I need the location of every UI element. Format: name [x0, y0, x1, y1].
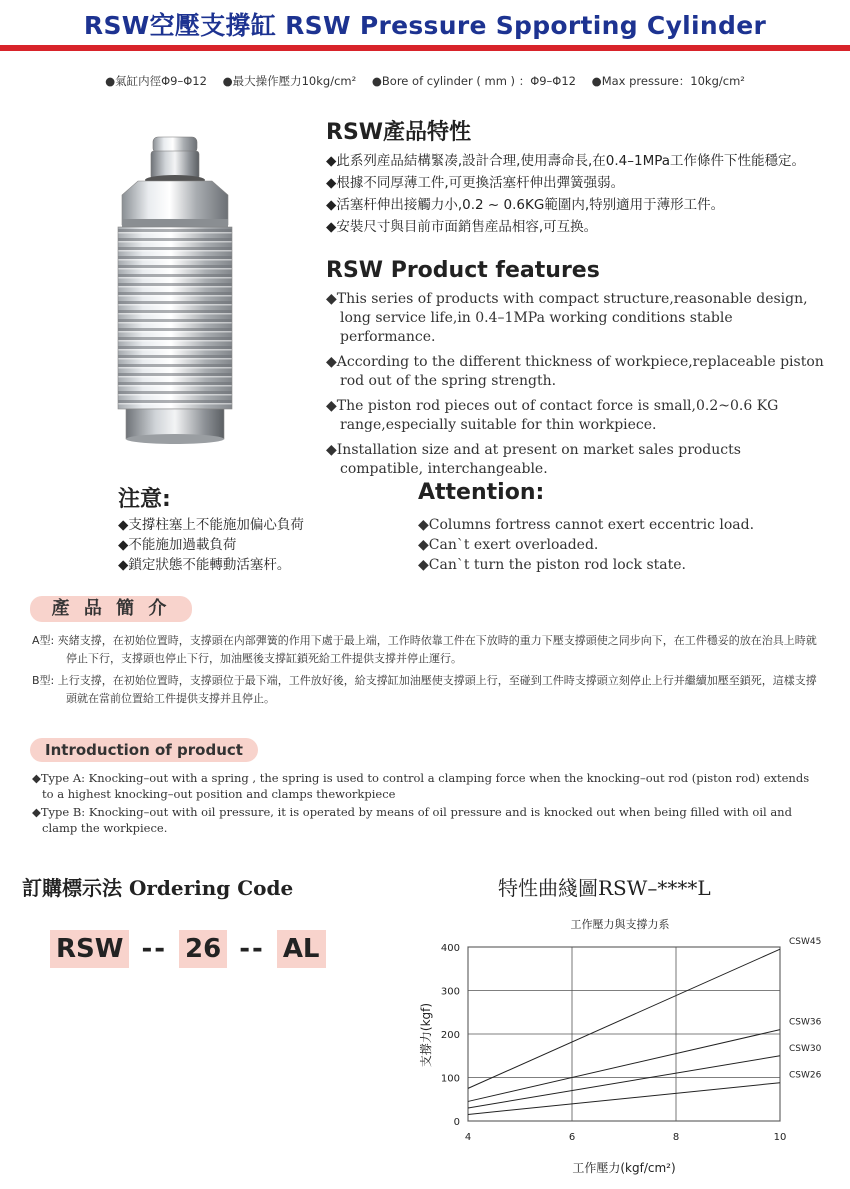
series-line-csw45 — [468, 949, 780, 1088]
chart-title: 工作壓力與支撐力系 — [570, 918, 670, 931]
code-separator: -- — [141, 934, 168, 964]
title-divider — [0, 45, 850, 51]
list-item: ◆Type B: Knocking–out with oil pressure, it is operated by means of oil pressure and is knocked out when being filled with oil and clamp the workpiece. — [32, 805, 792, 835]
list-item: A型: 夾緒支撐，在初始位置時，支撐頭在内部彈簧的作用下處于最上端，工作時依靠工件在下放時的重力下壓支撐頭使之同步向下，在工件穩妥的放在治具上時就停止下行，支撐頭也停止下行，加油壓後支撐缸鎖死給工件提供支撐并停止運行。 — [32, 634, 817, 665]
series-label-csw36: CSW36 — [789, 1017, 822, 1028]
y-tick-label: 0 — [453, 1117, 460, 1128]
series-label-csw30: CSW30 — [789, 1043, 822, 1054]
list-item: ◆支撐柱塞上不能施加偏心負荷 — [118, 517, 304, 533]
y-tick-label: 300 — [440, 986, 460, 998]
spec-pressure-en: ●Max pressure：10kg/cm² — [591, 74, 745, 88]
list-item: ◆Can`t exert overloaded. — [418, 537, 599, 553]
x-tick-label: 8 — [672, 1132, 680, 1143]
spec-pressure-cn: ●最大操作壓力10kg/cm² — [222, 74, 357, 88]
list-item: ◆Type A: Knocking–out with a spring , the spring is used to control a clamping force when the knocking–out rod (piston rod) extends to a highest knocking–out position and clamps theworkpiece — [32, 771, 810, 801]
list-item: ◆根據不同厚薄工件,可更換活塞杆伸出彈簧强弱。 — [326, 175, 625, 191]
series-label-csw45: CSW45 — [789, 937, 822, 948]
y-tick-label: 200 — [440, 1030, 460, 1041]
x-tick-label: 6 — [568, 1132, 576, 1143]
chart-svg — [410, 910, 840, 1180]
list-item: ◆Installation size and at present on market sales products compatible, interchangeable. — [326, 442, 741, 477]
list-item: ◆Columns fortress cannot exert eccentric load. — [418, 517, 755, 533]
code-separator: -- — [239, 934, 265, 964]
intro-en-heading: Introduction of product — [30, 738, 258, 762]
list-item: B型: 上行支撐，在初始位置時，支撐頭位于最下端，工件放好後，給支撐缸加油壓使支撐頭上行，至碰到工件時支撐頭立刻停止上行并繼續加壓至鎖死，這樣支撐頭就在當前位置給工件提供支撐并且停止。 — [32, 674, 817, 705]
list-item: ◆不能施加過載負荷 — [118, 537, 237, 553]
spec-line — [0, 73, 850, 89]
chart-grid — [468, 947, 780, 1121]
ordering-code — [50, 930, 326, 968]
list-item: ◆此系列産品結構緊凑,設計合理,使用壽命長,在0.4–1MPa工作條件下性能穩定。 — [326, 153, 806, 169]
features-en-heading: RSW Product features — [326, 258, 600, 283]
page-title: RSW空壓支撐缸 RSW Pressure Spporting Cylinder — [83, 11, 767, 40]
attention-cn-list — [118, 515, 398, 575]
features-cn-heading: RSW產品特性 — [326, 120, 472, 145]
list-item: ◆According to the different thickness of workpiece,replaceable piston rod out of the spring strength. — [326, 354, 824, 389]
series-label-csw26: CSW26 — [789, 1070, 822, 1081]
x-tick-label: 10 — [773, 1132, 787, 1143]
attention-en-list — [418, 515, 838, 575]
list-item: ◆Can`t turn the piston rod lock state. — [418, 557, 686, 573]
series-line-csw30 — [468, 1056, 780, 1108]
list-item: ◆The piston rod pieces out of contact force is small,0.2~0.6 KG range,especially suitable for thin workpiece. — [326, 398, 779, 433]
cylinder-product-image — [108, 133, 248, 457]
y-tick-label: 400 — [440, 943, 460, 954]
intro-cn-body — [32, 632, 827, 712]
code-type: AL — [277, 930, 326, 968]
code-size: 26 — [179, 930, 227, 968]
chart-ticks — [441, 943, 786, 1143]
chart-xlabel: 工作壓力(kgf/cm²) — [572, 1161, 676, 1175]
attention-en-heading: Attention: — [418, 480, 545, 505]
chart-lines — [468, 937, 822, 1114]
characteristic-chart — [410, 910, 840, 1184]
ordering-heading: 訂購標示法 Ordering Code — [22, 876, 294, 900]
list-item: ◆鎖定狀態不能轉動活塞杆。 — [118, 557, 291, 573]
spec-bore-cn: ●氣缸内徑Φ9–Φ12 — [105, 74, 207, 88]
features-cn-list — [326, 150, 846, 238]
list-item: ◆安裝尺寸與目前市面銷售産品相容,可互换。 — [326, 219, 598, 235]
intro-cn-heading: 產 品 簡 介 — [30, 596, 192, 622]
series-line-csw26 — [468, 1083, 780, 1115]
code-model: RSW — [50, 930, 129, 968]
curve-heading: 特性曲綫圖RSW–****L — [498, 876, 711, 900]
list-item: ◆This series of products with compact structure,reasonable design, long service life,in 0.4–1MPa working conditions stable performance. — [326, 291, 808, 345]
series-line-csw36 — [468, 1030, 780, 1102]
x-tick-label: 4 — [464, 1132, 472, 1143]
y-tick-label: 100 — [440, 1073, 460, 1085]
list-item: ◆活塞杆伸出接觸力小,0.2 ~ 0.6KG範圍内,特别適用于薄形工件。 — [326, 197, 725, 213]
chart-ylabel: 支撐力(kgf) — [419, 1002, 433, 1068]
intro-en-body — [32, 770, 822, 838]
spec-bore-en: ●Bore of cylinder ( mm ) ：Φ9–Φ12 — [371, 74, 576, 88]
attention-cn-heading: 注意: — [118, 487, 171, 512]
features-en-list — [326, 290, 826, 485]
